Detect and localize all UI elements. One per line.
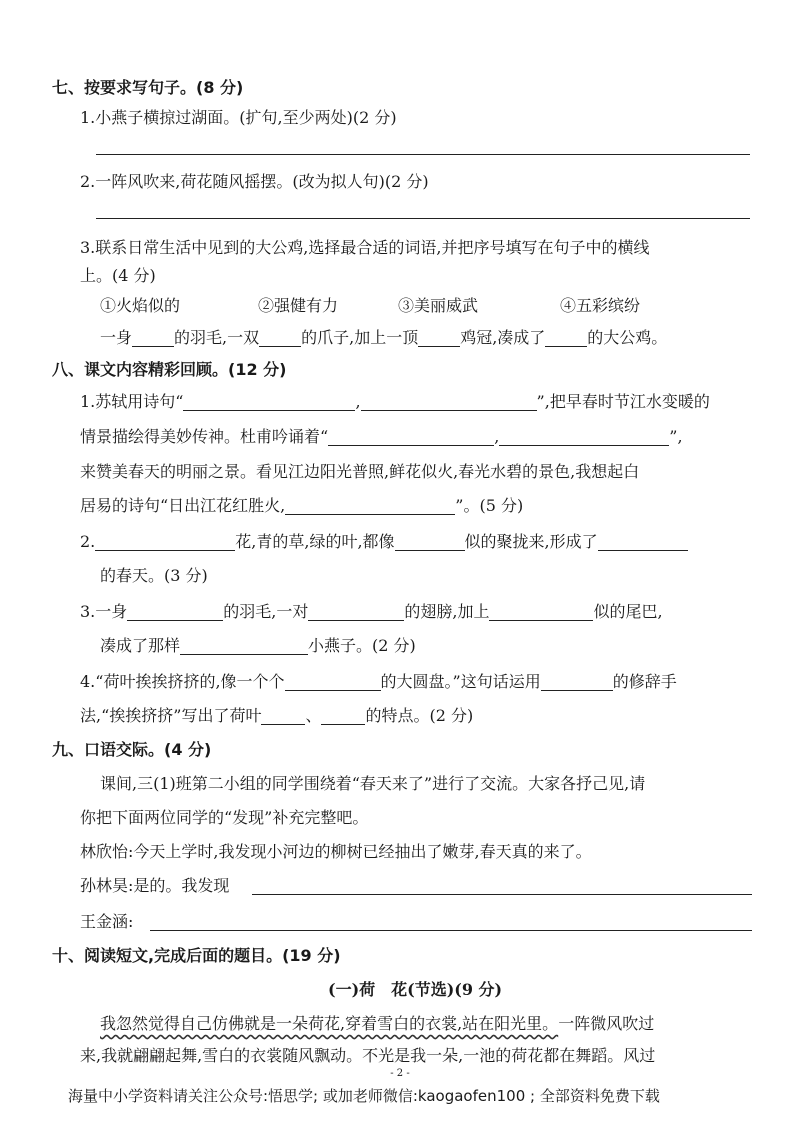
section-9-title: 九、口语交际。(4 分) [52, 740, 212, 759]
s8-q4-blank-2[interactable] [541, 672, 613, 691]
s8-q2-line1 [80, 530, 688, 554]
answer-line-wang[interactable] [150, 930, 752, 931]
fill-blank-2[interactable] [259, 328, 301, 347]
page-number: - 2 - [390, 1068, 410, 1079]
fill-blank-1[interactable] [132, 328, 174, 347]
passage-subtitle: (一)荷 花(节选)(9 分) [328, 980, 503, 999]
s8-q3-text-e: 凑成了那样 [100, 636, 181, 655]
s8-q2-blank-1[interactable] [95, 532, 235, 551]
s8-q4-text-a: 4.“荷叶挨挨挤挤的,像一个个 [80, 672, 285, 691]
s8-q1-text-a: 1.苏轼用诗句“ [80, 392, 184, 411]
option-3: ③美丽威武 [398, 296, 479, 315]
s8-q4-text-b: 的大圆盘。”这句话运用 [380, 672, 541, 691]
s8-q1-text-c: ”,把早春时节江水变暖的 [536, 392, 710, 411]
s8-q1-text-e: , [494, 427, 500, 446]
s8-q1-line3: 来赞美春天的明丽之景。看见江边阳光普照,鲜花似火,春光水碧的景色,我想起白 [80, 462, 640, 481]
fill-text-5: 的大公鸡。 [587, 328, 668, 347]
s8-q1-text-i: ”。(5 分) [455, 496, 524, 515]
s7-question-3-line2: 上。(4 分) [80, 266, 156, 285]
s8-q3-text-b: 的羽毛,一对 [223, 602, 309, 621]
s8-q3-text-d: 似的尾巴, [593, 602, 663, 621]
s8-q3-blank-1[interactable] [127, 602, 223, 621]
s8-q1-text-h: 居易的诗句“日出江花红胜火, [80, 496, 286, 515]
s7-fill-sentence [100, 326, 667, 350]
s9-dialog-lin: 林欣怡:今天上学时,我发现小河边的柳树已经抽出了嫩芽,春天真的来了。 [80, 842, 592, 861]
fill-blank-4[interactable] [545, 328, 587, 347]
s9-dialog-wang: 王金涵: [80, 912, 134, 931]
s8-q3-blank-3[interactable] [489, 602, 593, 621]
s8-q1-blank-5[interactable] [285, 496, 455, 515]
fill-text-3: 的爪子,加上一顶 [301, 328, 419, 347]
answer-line-s7-q2[interactable] [96, 218, 750, 219]
answer-line-sun[interactable] [252, 894, 752, 895]
s8-q2-line2: 的春天。(3 分) [100, 566, 208, 585]
s8-q2-blank-3[interactable] [598, 532, 688, 551]
passage-line2: 来,我就翩翩起舞,雪白的衣裳随风飘动。不光是我一朵,一池的荷花都在舞蹈。风过 [80, 1046, 656, 1065]
s8-q3-blank-4[interactable] [180, 636, 308, 655]
s7-question-1: 1.小燕子横掠过湖面。(扩句,至少两处)(2 分) [80, 108, 397, 127]
s8-q2-text-c: 似的聚拢来,形成了 [464, 532, 598, 551]
s8-q1-blank-3[interactable] [328, 427, 494, 446]
s9-intro-line1: 课间,三(1)班第二小组的同学围绕着“春天来了”进行了交流。大家各抒己见,请 [100, 774, 646, 793]
section-8-title: 八、课文内容精彩回顾。(12 分) [52, 360, 287, 379]
s8-q1-text-f: ”, [669, 427, 683, 446]
s8-q2-blank-2[interactable] [395, 532, 465, 551]
s8-q4-text-f: 的特点。(2 分) [365, 706, 474, 725]
section-7-title: 七、按要求写句子。(8 分) [52, 78, 244, 97]
fill-blank-3[interactable] [418, 328, 460, 347]
s8-q3-blank-2[interactable] [308, 602, 404, 621]
s8-q4-blank-3[interactable] [261, 706, 305, 725]
s8-q4-text-c: 的修辞手 [612, 672, 677, 691]
s8-q1-text-b: , [355, 392, 361, 411]
s8-q4-text-d: 法,“挨挨挤挤”写出了荷叶 [80, 706, 262, 725]
fill-text-2: 的羽毛,一双 [174, 328, 260, 347]
passage-line1 [100, 1012, 654, 1036]
s8-q4-text-e: 、 [305, 706, 322, 725]
s8-q3-line2 [100, 634, 416, 658]
fill-text-4: 鸡冠,凑成了 [460, 328, 546, 347]
s9-dialog-sun: 孙林昊:是的。我发现 [80, 876, 230, 895]
footer-notice: 海量中小学资料请关注公众号:悟思学; 或加老师微信:kaogaofen100 ; 全部资料免费下载 [68, 1087, 660, 1105]
s8-q3-line1 [80, 600, 663, 624]
section-10-title: 十、阅读短文,完成后面的题目。(19 分) [52, 946, 341, 965]
s8-q4-line2 [80, 704, 473, 728]
passage-wavy-sentence: 我忽然觉得自己仿佛就是一朵荷花,穿着雪白的衣裳,站在阳光里。 [100, 1014, 559, 1033]
s8-q1-text-d: 情景描绘得美妙传神。杜甫吟诵着“ [80, 427, 329, 446]
s8-q4-line1 [80, 670, 677, 694]
s8-q3-text-a: 3.一身 [80, 602, 128, 621]
s8-q3-text-f: 小燕子。(2 分) [308, 636, 416, 655]
s8-q1-line4 [80, 494, 523, 518]
answer-line-s7-q1[interactable] [96, 154, 750, 155]
s8-q2-text-b: 花,青的草,绿的叶,都像 [235, 532, 395, 551]
fill-text-1: 一身 [100, 328, 133, 347]
s8-q2-text-a: 2. [80, 532, 96, 551]
s8-q1-blank-1[interactable] [183, 392, 355, 411]
s8-q1-line1 [80, 390, 710, 414]
s8-q1-blank-2[interactable] [361, 392, 537, 411]
s8-q1-line2 [80, 425, 683, 449]
s8-q4-blank-4[interactable] [321, 706, 365, 725]
s9-intro-line2: 你把下面两位同学的“发现”补充完整吧。 [80, 808, 369, 827]
option-1: ①火焰似的 [100, 296, 181, 315]
s7-question-3-line1: 3.联系日常生活中见到的大公鸡,选择最合适的词语,并把序号填写在句子中的横线 [80, 238, 650, 257]
passage-line1-rest: 一阵微风吹过 [558, 1014, 655, 1033]
option-4: ④五彩缤纷 [560, 296, 641, 315]
s7-question-2: 2.一阵风吹来,荷花随风摇摆。(改为拟人句)(2 分) [80, 172, 429, 191]
s8-q4-blank-1[interactable] [285, 672, 381, 691]
s8-q3-text-c: 的翅膀,加上 [404, 602, 490, 621]
option-2: ②强健有力 [258, 296, 339, 315]
s8-q1-blank-4[interactable] [499, 427, 669, 446]
